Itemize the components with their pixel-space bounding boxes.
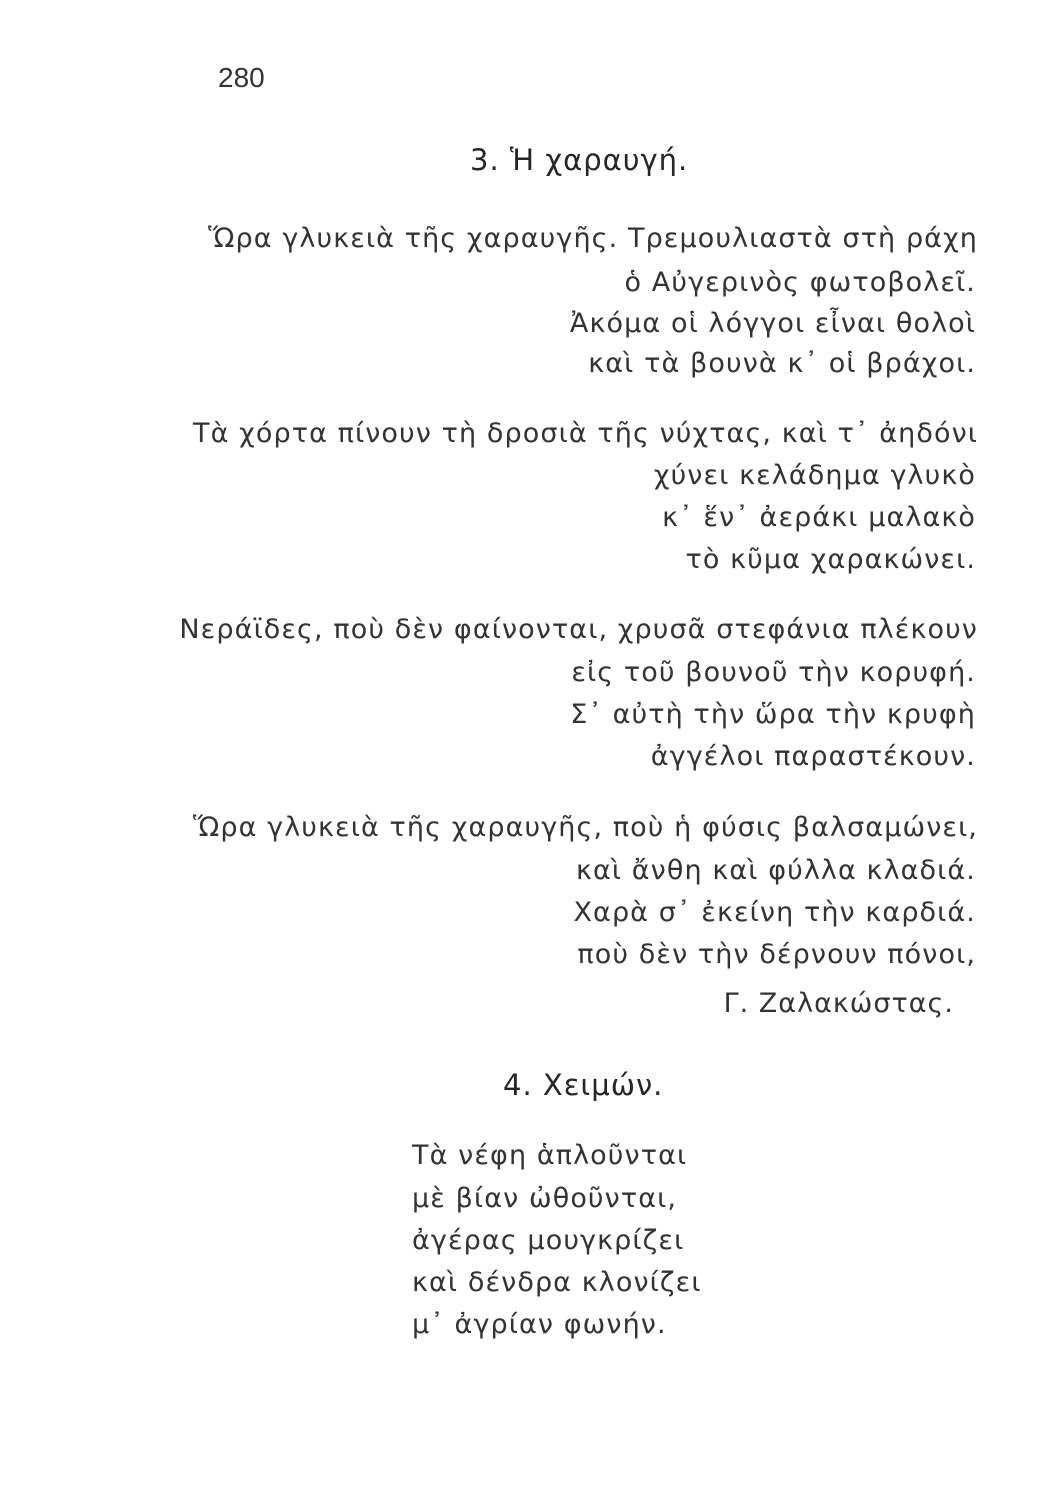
- poem-line: ποὺ δὲν τὴν δέρνουν πόνοι,: [577, 939, 976, 970]
- poem-line: καὶ τὰ βουνὰ κ᾿ οἱ βράχοι.: [588, 348, 976, 379]
- poem-line: Ἀκόμα οἱ λόγγοι εἶναι θολοὶ: [569, 308, 976, 339]
- poem-line: κ᾿ ἕν᾿ ἀεράκι μαλακὸ: [662, 502, 976, 533]
- poem-line: καὶ δένδρα κλονίζει: [412, 1267, 702, 1298]
- poem-line: μὲ βίαν ὠθοῦνται,: [412, 1183, 678, 1214]
- poem-line: εἰς τοῦ βουνοῦ τὴν κορυφή.: [571, 657, 976, 688]
- poem-line: Ὥρα γλυκειὰ τῆς χαραυγῆς, ποὺ ἡ φύσις βαλσαμώνει,: [192, 812, 978, 843]
- poem-line: Σ᾿ αὐτὴ τὴν ὥρα τὴν κρυφὴ: [570, 699, 976, 730]
- poem-line: ἀγέρας μουγκρίζει: [412, 1225, 685, 1256]
- poem-line: Νεράϊδες, ποὺ δὲν φαίνονται, χρυσᾶ στεφάνια πλέκουν: [179, 614, 978, 645]
- poem-line: χύνει κελάδημα γλυκὸ: [653, 460, 976, 491]
- poem-author: Γ. Ζαλακώστας.: [723, 988, 954, 1019]
- page-number: 280: [218, 62, 265, 93]
- poem-line: Χαρὰ σ᾿ ἐκείνη τὴν καρδιά.: [573, 897, 976, 928]
- poem-line: ἀγγέλοι παραστέκουν.: [650, 741, 976, 772]
- poem-line: μ᾿ ἀγρίαν φωνήν.: [412, 1309, 667, 1340]
- poem-line: τὸ κῦμα χαρακώνει.: [685, 544, 976, 575]
- poem-line: καὶ ἄνθη καὶ φύλλα κλαδιά.: [575, 855, 976, 886]
- poem-title-cheimon: 4. Χειμών.: [503, 1068, 664, 1102]
- poem-line: Τὰ χόρτα πίνουν τὴ δροσιὰ τῆς νύχτας, καὶ τ᾿ ἀηδόνι: [193, 418, 978, 449]
- poem-line: Ὥρα γλυκειὰ τῆς χαραυγῆς. Τρεμουλιαστὰ στὴ ράχη: [208, 223, 978, 254]
- poem-title-charavgi: 3. Ἡ χαραυγή.: [470, 143, 689, 177]
- poem-line: Τὰ νέφη ἁπλοῦνται: [412, 1140, 688, 1171]
- poem-line: ὁ Αὐγερινὸς φωτοβολεῖ.: [624, 267, 976, 298]
